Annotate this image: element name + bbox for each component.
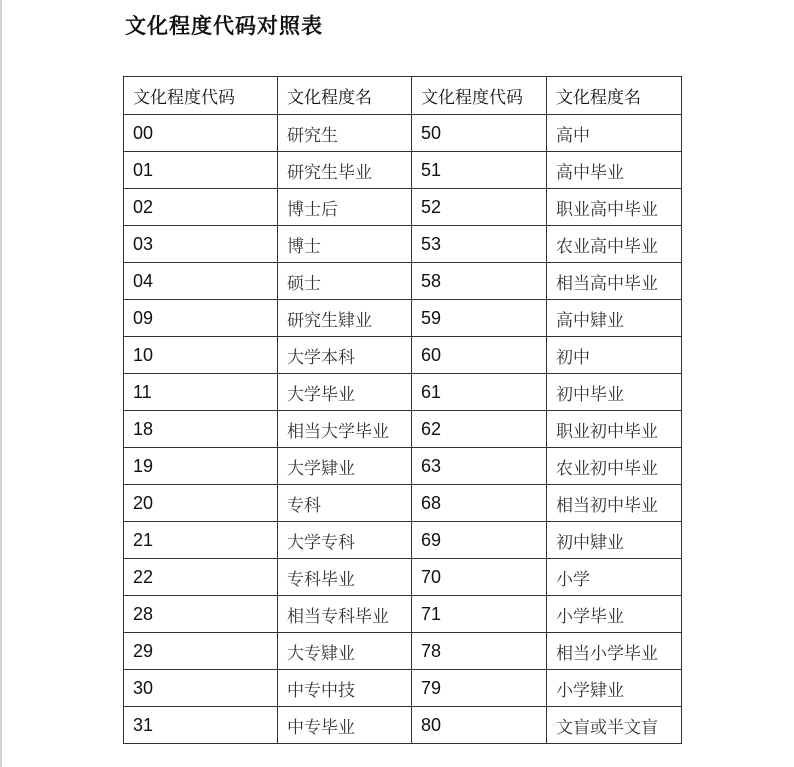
code-cell: 01 bbox=[124, 152, 278, 189]
name-cell: 职业高中毕业 bbox=[547, 189, 682, 226]
table-row bbox=[124, 670, 682, 707]
name-cell: 相当小学毕业 bbox=[547, 633, 682, 670]
code-cell: 09 bbox=[124, 300, 278, 337]
table-row bbox=[124, 448, 682, 485]
code-cell: 59 bbox=[412, 300, 547, 337]
code-cell: 31 bbox=[124, 707, 278, 744]
name-cell: 博士 bbox=[278, 226, 412, 263]
document-title: 文化程度代码对照表 bbox=[125, 13, 323, 38]
name-cell: 初中 bbox=[547, 337, 682, 374]
table-header-row bbox=[124, 77, 682, 115]
code-cell: 52 bbox=[412, 189, 547, 226]
table-row bbox=[124, 559, 682, 596]
name-cell: 大学本科 bbox=[278, 337, 412, 374]
code-cell: 69 bbox=[412, 522, 547, 559]
name-cell: 大学肄业 bbox=[278, 448, 412, 485]
name-cell: 中专中技 bbox=[278, 670, 412, 707]
name-cell: 中专毕业 bbox=[278, 707, 412, 744]
table-row bbox=[124, 226, 682, 263]
table-row bbox=[124, 522, 682, 559]
code-cell: 28 bbox=[124, 596, 278, 633]
name-cell: 初中肄业 bbox=[547, 522, 682, 559]
code-cell: 51 bbox=[412, 152, 547, 189]
name-cell: 硕士 bbox=[278, 263, 412, 300]
table-row bbox=[124, 374, 682, 411]
page-edge bbox=[0, 0, 2, 767]
code-cell: 68 bbox=[412, 485, 547, 522]
code-cell: 62 bbox=[412, 411, 547, 448]
table-row bbox=[124, 411, 682, 448]
code-cell: 18 bbox=[124, 411, 278, 448]
table-row bbox=[124, 337, 682, 374]
name-cell: 初中毕业 bbox=[547, 374, 682, 411]
name-cell: 博士后 bbox=[278, 189, 412, 226]
education-code-table bbox=[123, 76, 682, 744]
header-cell: 文化程度名 bbox=[278, 77, 412, 115]
code-cell: 29 bbox=[124, 633, 278, 670]
table-row bbox=[124, 263, 682, 300]
code-cell: 20 bbox=[124, 485, 278, 522]
table-row bbox=[124, 152, 682, 189]
name-cell: 相当初中毕业 bbox=[547, 485, 682, 522]
name-cell: 高中毕业 bbox=[547, 152, 682, 189]
name-cell: 大专肄业 bbox=[278, 633, 412, 670]
table-row bbox=[124, 707, 682, 744]
header-cell: 文化程度代码 bbox=[124, 77, 278, 115]
name-cell: 小学毕业 bbox=[547, 596, 682, 633]
name-cell: 小学 bbox=[547, 559, 682, 596]
table-row bbox=[124, 485, 682, 522]
code-cell: 50 bbox=[412, 115, 547, 152]
code-cell: 10 bbox=[124, 337, 278, 374]
name-cell: 研究生 bbox=[278, 115, 412, 152]
code-cell: 80 bbox=[412, 707, 547, 744]
name-cell: 相当高中毕业 bbox=[547, 263, 682, 300]
name-cell: 相当大学毕业 bbox=[278, 411, 412, 448]
code-cell: 19 bbox=[124, 448, 278, 485]
name-cell: 高中 bbox=[547, 115, 682, 152]
name-cell: 研究生肄业 bbox=[278, 300, 412, 337]
name-cell: 农业高中毕业 bbox=[547, 226, 682, 263]
table-row bbox=[124, 189, 682, 226]
name-cell: 专科 bbox=[278, 485, 412, 522]
code-cell: 00 bbox=[124, 115, 278, 152]
code-cell: 71 bbox=[412, 596, 547, 633]
header-cell: 文化程度代码 bbox=[412, 77, 547, 115]
table-row bbox=[124, 596, 682, 633]
name-cell: 农业初中毕业 bbox=[547, 448, 682, 485]
name-cell: 研究生毕业 bbox=[278, 152, 412, 189]
code-cell: 70 bbox=[412, 559, 547, 596]
code-cell: 60 bbox=[412, 337, 547, 374]
table-row bbox=[124, 633, 682, 670]
code-cell: 03 bbox=[124, 226, 278, 263]
code-cell: 21 bbox=[124, 522, 278, 559]
code-cell: 30 bbox=[124, 670, 278, 707]
code-cell: 61 bbox=[412, 374, 547, 411]
code-cell: 22 bbox=[124, 559, 278, 596]
name-cell: 高中肄业 bbox=[547, 300, 682, 337]
code-cell: 53 bbox=[412, 226, 547, 263]
code-cell: 11 bbox=[124, 374, 278, 411]
name-cell: 小学肄业 bbox=[547, 670, 682, 707]
name-cell: 专科毕业 bbox=[278, 559, 412, 596]
header-cell: 文化程度名 bbox=[547, 77, 682, 115]
name-cell: 文盲或半文盲 bbox=[547, 707, 682, 744]
name-cell: 大学毕业 bbox=[278, 374, 412, 411]
code-cell: 78 bbox=[412, 633, 547, 670]
table-row bbox=[124, 300, 682, 337]
code-cell: 58 bbox=[412, 263, 547, 300]
code-cell: 63 bbox=[412, 448, 547, 485]
code-cell: 02 bbox=[124, 189, 278, 226]
name-cell: 相当专科毕业 bbox=[278, 596, 412, 633]
name-cell: 大学专科 bbox=[278, 522, 412, 559]
code-cell: 79 bbox=[412, 670, 547, 707]
code-cell: 04 bbox=[124, 263, 278, 300]
name-cell: 职业初中毕业 bbox=[547, 411, 682, 448]
table-row bbox=[124, 115, 682, 152]
